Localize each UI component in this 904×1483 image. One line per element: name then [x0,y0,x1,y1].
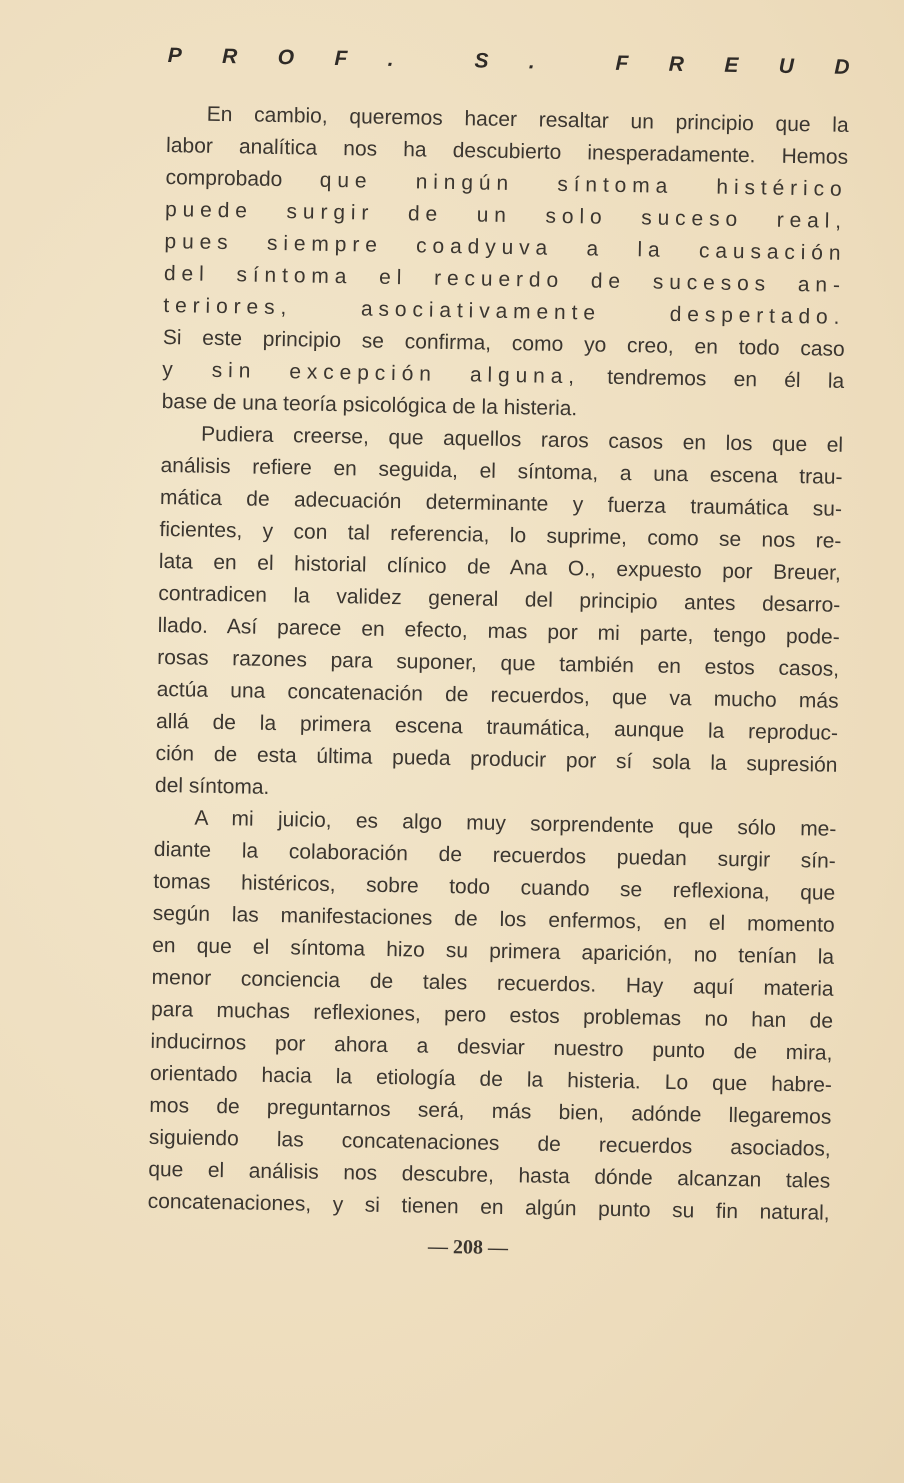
text-segment: rosas razones para suponer, que también en estos casos, [157,645,840,681]
text-segment: En cambio, queremos hacer resaltar un principio que la [206,102,849,137]
text-segment: tendremos en él la [579,365,845,393]
text-segment: tomas histéricos, sobre todo cuando se reflexiona, que [153,869,836,905]
text-segment: actúa una concatenación de recuerdos, que va mucho más [156,677,839,713]
running-header [167,38,850,86]
text-segment: análisis refiere en seguida, el síntoma, a una escena trau- [160,453,843,489]
text-segment: Si este principio se confirma, como yo creo, en todo caso [162,326,845,361]
spaced-emphasis-text: y sin excepción alguna, [162,358,581,389]
text-segment: contradicen la validez general del principio antes desarro- [158,581,841,617]
header-letter: O [277,45,295,70]
header-letter: P [167,44,182,68]
spaced-emphasis-text: pues siempre coadyuva a la causación [164,230,847,265]
text-segment: A mi juicio, es algo muy sorprendente que sólo me- [194,806,837,841]
text-segment: orientado hacia la etiología de la histeria. Lo que habre- [149,1061,833,1097]
text-segment: en que el síntoma hizo su primera aparición, no tenían la [152,933,835,969]
header-letter: F [615,51,629,76]
text-segment: llado. Así parece en efecto, mas por mi parte, tengo pode- [157,613,840,649]
spaced-emphasis-text: que ningún síntoma histérico [319,168,848,201]
text-segment: según las manifestaciones de los enfermos, en el momento [152,901,835,937]
header-letter: E [724,53,739,78]
header-letter: . [528,50,535,74]
spaced-emphasis-text: puede surgir de un solo suceso real, [164,198,848,233]
text-segment: diante la colaboración de recuerdos puedan surgir sín- [153,837,836,873]
text-segment: siguiendo las concatenaciones de recuerdos asociados, [148,1125,831,1161]
header-letter: F [334,46,348,71]
text-segment: labor analítica nos ha descubierto inesperadamente. Hemos [165,134,849,169]
text-segment: base de una teoría psicológica de la histeria. [161,389,578,421]
book-page [147,38,850,1270]
text-segment: ficientes, y con tal referencia, lo suprime, como se nos re- [159,517,842,553]
text-segment: lata en el historial clínico de Ana O., expuesto por Breuer, [158,549,842,585]
text-segment: allá de la primera escena traumática, aunque la reproduc- [155,709,839,745]
text-segment: ción de esta última pueda producir por sí sola la supresión [155,741,838,777]
header-letter: R [668,52,685,77]
text-segment: mos de preguntarnos será, más bien, adónde llegaremos [149,1093,832,1129]
paragraph [155,418,844,814]
header-letter: U [778,54,795,78]
header-letter: D [834,55,850,79]
text-segment: menor conciencia de tales recuerdos. Hay aquí materia [151,965,834,1001]
header-letter: . [387,47,394,71]
text-segment: para muchas reflexiones, pero estos problemas no han de [150,997,834,1033]
text-segment: mática de adecuación determinante y fuerza traumática su- [159,485,843,521]
text-segment: que el análisis nos descubre, hasta dónde alcanzan tales [148,1157,831,1193]
header-letter: S [474,49,489,73]
text-segment: concatenaciones, y si tienen en algún punto su fin natural, [147,1189,830,1225]
page-number: — 208 — [427,1235,509,1260]
header-letter: R [221,44,238,69]
text-segment: del síntoma. [154,773,270,799]
text-segment: inducirnos por ahora a desviar nuestro punto de mira, [150,1029,833,1065]
page-body [147,98,848,1230]
paragraph [147,802,836,1230]
text-segment: Pudiera creerse, que aquellos raros casos en los que el [200,422,844,457]
spaced-emphasis-text: teriores, asociativamente despertado. [163,294,846,329]
spaced-emphasis-text: del síntoma el recuerdo de sucesos an- [163,262,847,297]
text-segment: comprobado [165,166,320,192]
paragraph [161,98,848,430]
